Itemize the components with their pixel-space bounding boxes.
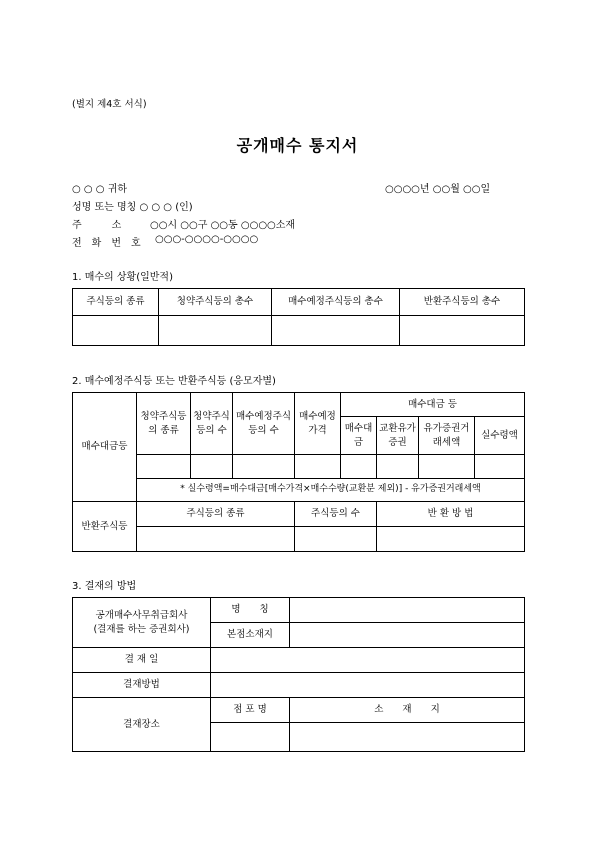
shares-by-applicant-table — [72, 392, 525, 552]
col-transaction-tax: 유가증권거래세액 — [419, 417, 475, 455]
company-label-line2: (결재를 하는 증권회사) — [93, 623, 190, 635]
settlement-method-table — [72, 597, 525, 752]
blank-cell — [191, 455, 233, 479]
row-label-purchase-text: 매수대금등 — [81, 441, 128, 453]
blank-cell — [137, 455, 191, 479]
form-number-label: (별지 제4호 서식) — [72, 99, 147, 110]
sender-name-line: 성명 또는 명칭 ○ ○ ○ (인) — [72, 202, 193, 213]
phone-value: ○○○-○○○○-○○○○ — [155, 234, 259, 245]
blank-cell — [211, 723, 290, 752]
blank-cell — [290, 598, 525, 623]
blank-cell — [233, 455, 295, 479]
col-purchase-amount: 매수대금 — [341, 417, 377, 455]
col-header: 청약주식등의 총수 — [159, 289, 272, 316]
blank-cell — [290, 723, 525, 752]
section3-title: 3. 결재의 방법 — [72, 581, 137, 592]
address-value: ○○시 ○○구 ○○동 ○○○○소재 — [150, 220, 296, 231]
company-label — [73, 598, 211, 648]
col-net-receipt: 실수령액 — [475, 417, 525, 455]
blank-cell — [377, 455, 419, 479]
col-header: 매수예정주식등의 총수 — [272, 289, 400, 316]
col-subscribed-count: 청약주식등의 수 — [191, 393, 233, 455]
address-label: 주 소 — [72, 220, 122, 231]
group-header-purchase-amount: 매수대금 등 — [341, 393, 525, 417]
company-label-line1: 공개매수사무취급회사 — [95, 609, 188, 621]
return-col-count: 주식등의 수 — [295, 502, 377, 527]
date-line: ○○○○년 ○○월 ○○일 — [385, 184, 491, 195]
blank-cell — [159, 316, 272, 346]
col-exchange-security: 교환유가증권 — [377, 417, 419, 455]
col-header: 주식등의 종류 — [73, 289, 159, 316]
blank-cell — [377, 527, 525, 552]
section2-title: 2. 매수예정주식등 또는 반환주식등 (응모자별) — [72, 376, 276, 387]
col-header: 반환주식등의 총수 — [400, 289, 525, 316]
settlement-method-label: 결재방법 — [73, 673, 211, 698]
settlement-place-label: 결재장소 — [73, 698, 211, 752]
col-planned-count: 매수예정주식등의 수 — [233, 393, 295, 455]
headquarters-label: 본점소재지 — [211, 623, 290, 648]
blank-cell — [272, 316, 400, 346]
return-col-kind: 주식등의 종류 — [137, 502, 295, 527]
branch-name-label: 점 포 명 — [211, 698, 290, 723]
blank-cell — [290, 623, 525, 648]
row-label-purchase — [73, 393, 137, 502]
section1-title: 1. 매수의 상황(일반적) — [72, 272, 173, 283]
phone-label: 전 화 번 호 — [72, 238, 141, 249]
blank-cell — [295, 527, 377, 552]
company-name-label: 명 칭 — [211, 598, 290, 623]
purchase-status-table — [72, 288, 525, 346]
blank-cell — [73, 316, 159, 346]
location-label: 소 재 지 — [290, 698, 525, 723]
recipient-line: ○ ○ ○ 귀하 — [72, 184, 128, 195]
blank-cell — [400, 316, 525, 346]
col-subscribed-kind: 청약주식등의 종류 — [137, 393, 191, 455]
return-col-method: 반 환 방 법 — [377, 502, 525, 527]
blank-cell — [295, 455, 341, 479]
col-planned-price: 매수예정가격 — [295, 393, 341, 455]
net-receipt-formula: * 실수령액=매수대금[매수가격×매수수량(교환분 제외)] - 유가증권거래세액 — [137, 479, 525, 502]
document-title: 공개매수 통지서 — [236, 136, 359, 155]
blank-cell — [211, 648, 525, 673]
blank-cell — [419, 455, 475, 479]
blank-cell — [137, 527, 295, 552]
row-label-return: 반환주식등 — [73, 502, 137, 552]
blank-cell — [341, 455, 377, 479]
settlement-date-label: 결 재 일 — [73, 648, 211, 673]
blank-cell — [211, 673, 525, 698]
blank-cell — [475, 455, 525, 479]
